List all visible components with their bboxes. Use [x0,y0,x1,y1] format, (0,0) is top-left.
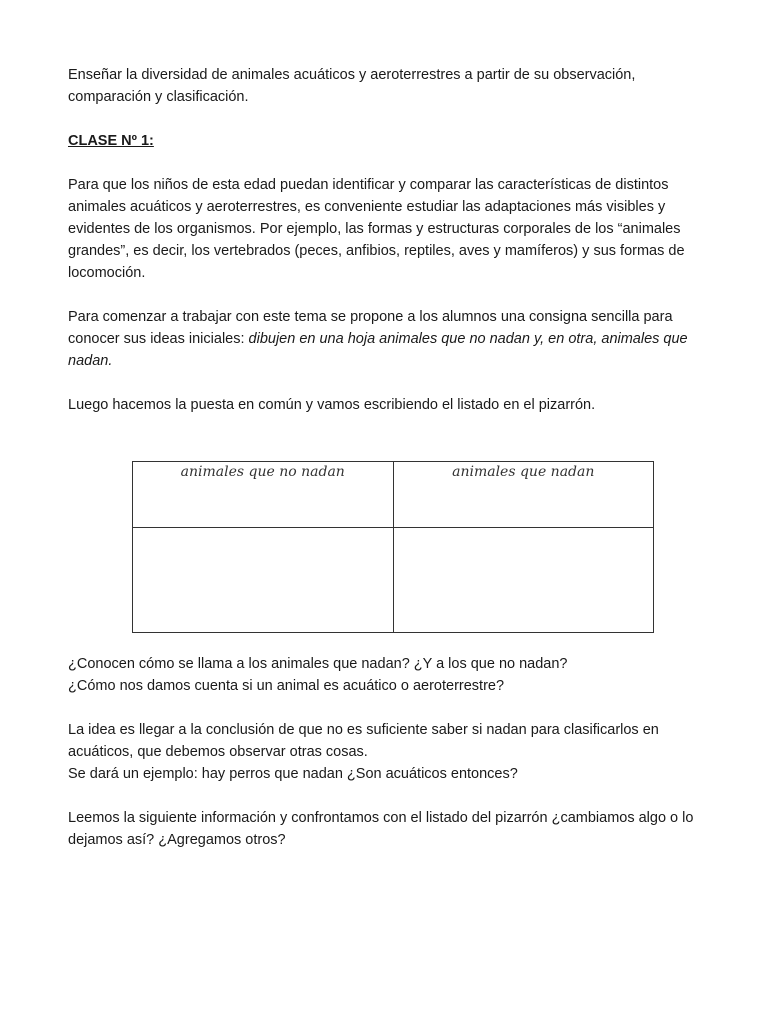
paragraph-adaptations: Para que los niños de esta edad puedan identificar y comparar las características de distintos animales acuáticos y aeroterrestres, es conveniente estudiar las adaptaciones más visibles y evidentes de los organismos. Por ejemplo, las formas y estructuras corporales de los “animales grandes”, es decir, los vertebrados (peces, anfibios, reptiles, aves y mamíferos) y sus formas de locomoción. [68,177,685,281]
document-questions [68,653,708,851]
cell-no-nadan [133,528,394,633]
header-no-nadan: animales que no nadan [133,462,394,528]
class-heading [68,130,708,152]
paragraph-conclusion: La idea es llegar a la conclusión de que no es suficiente saber si nadan para clasificarlos en acuáticos, que debemos observar otras cosas. [68,722,659,760]
class-title: CLASE Nº 1: [68,133,154,149]
question-names: ¿Conocen cómo se llama a los animales que nadan? ¿Y a los que no nadan? [68,656,568,672]
intro-paragraph: Enseñar la diversidad de animales acuáticos y aeroterrestres a partir de su observación, comparación y clasificación. [68,67,636,105]
instruction-italic: dibujen en una hoja animales que no nadan y, en otra, animales que nadan. [68,331,688,369]
cell-nadan [393,528,654,633]
paragraph-example: Se dará un ejemplo: hay perros que nadan ¿Son acuáticos entonces? [68,766,518,782]
paragraph-board: Luego hacemos la puesta en común y vamos escribiendo el listado en el pizarrón. [68,397,596,413]
question-how: ¿Cómo nos damos cuenta si un animal es acuático o aeroterrestre? [68,678,505,694]
header-nadan: animales que nadan [393,462,654,528]
table-header-row [133,462,654,528]
animals-table [132,461,654,633]
document-body [68,64,708,416]
table-row [133,528,654,633]
instruction-text: Para comenzar a trabajar con este tema se propone a los alumnos una consigna sencilla para conocer sus ideas iniciales: [68,309,673,347]
paragraph-reading: Leemos la siguiente información y confrontamos con el listado del pizarrón ¿cambiamos algo o lo dejamos así? ¿Agregamos otros? [68,810,694,848]
paragraph-instruction [68,306,708,372]
